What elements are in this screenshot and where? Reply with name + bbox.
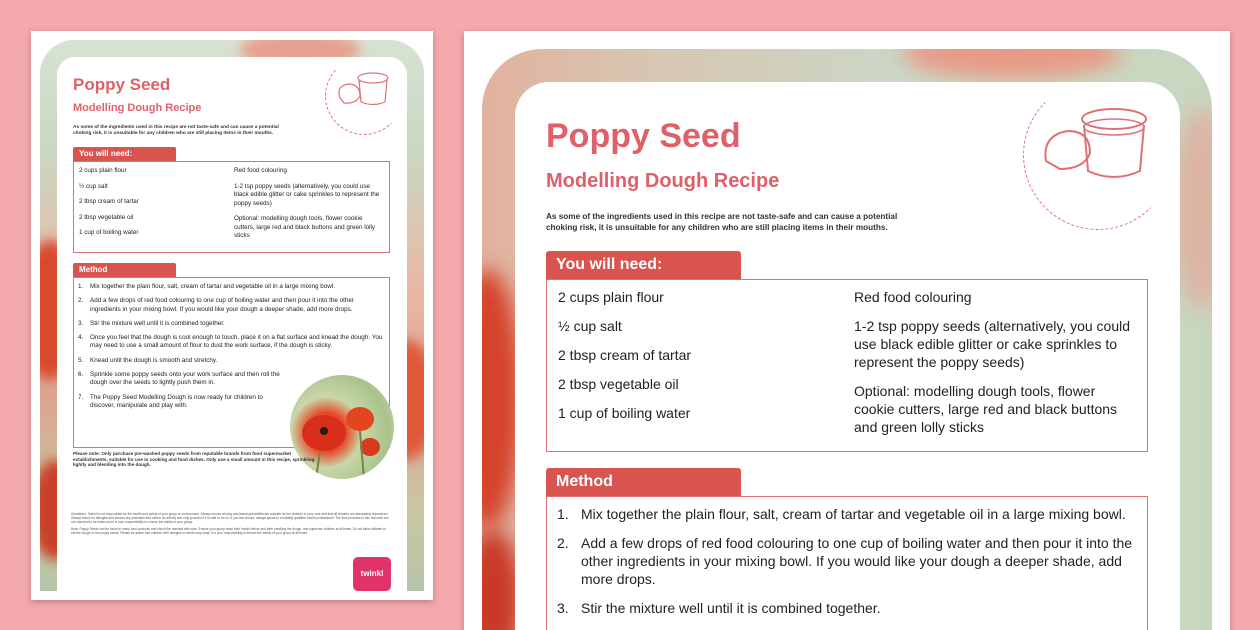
step-text: Sprinkle some poppy seeds onto your work surface and then roll the dough over the seeds to lightly push them in. — [90, 371, 280, 387]
dough-pot-icon — [1023, 80, 1173, 230]
method-heading: Method — [546, 468, 741, 496]
step-number: 2. — [557, 535, 569, 551]
step-number: 1. — [557, 506, 569, 522]
large-recipe-sheet — [464, 31, 1230, 630]
ingredients-right-list — [854, 288, 1139, 447]
list-item: 1-2 tsp poppy seeds (alternatively, you could use black edible glitter or cake sprinkles to represent the poppy seeds) — [234, 182, 380, 207]
seed-note: Please note: Only purchase pre-washed poppy seeds from reputable brands from food supermarket establishments, suitable for use in cooking and food dishes. Only use a small amount in this recipe, sprinkling lightly and blending into the dough. — [73, 451, 315, 468]
small-recipe-card — [57, 57, 407, 592]
page-title: Poppy Seed — [73, 75, 171, 94]
list-item: Red food colouring — [234, 167, 287, 174]
page-title: Poppy Seed — [546, 117, 741, 155]
list-item — [557, 534, 1137, 588]
needs-heading: You will need: — [73, 147, 176, 161]
ingredients-right-list — [234, 167, 384, 248]
step-text: Stir the mixture well until it is combined together. — [581, 600, 881, 616]
list-item — [78, 283, 383, 291]
step-number: 7. — [78, 393, 84, 401]
safety-warning: As some of the ingredients used in this recipe are not taste-safe and can cause a potential choking risk, it is unsuitable for any children who are still placing items in their mouths. — [73, 125, 279, 136]
step-number: 3. — [78, 319, 84, 327]
list-item — [78, 297, 383, 314]
list-item: 2 cups plain flour — [79, 167, 127, 174]
method-box — [546, 496, 1148, 630]
step-text: Knead until the dough is smooth and stretchy. — [90, 356, 218, 364]
disclaimer-text-2: Note: Poppy Seeds can be found in many food products and should be handled with care. Ensure your group wash their hands before and after handling the dough, and supervise children at all times. Do not allow children to eat the dough or the poppy seeds. Please be aware that children with allergies to seeds may react; it is your responsibility to ensure the safety of your group at all times. — [71, 527, 386, 535]
step-number: 2. — [78, 297, 84, 305]
step-text: Mix together the plain flour, salt, cream of tartar and vegetable oil in a large mixing bowl. — [90, 283, 336, 290]
needs-heading: You will need: — [546, 251, 741, 279]
ingredients-box — [73, 161, 390, 253]
ingredients-left-list — [558, 288, 838, 433]
list-item: 2 tbsp cream of tartar — [558, 347, 692, 363]
list-item: 1 cup of boiling water — [79, 229, 139, 236]
safety-warning: As some of the ingredients used in this recipe are not taste-safe and can cause a potential choking risk, it is unsuitable for any children who are still placing items in their mouths. — [546, 212, 898, 232]
twinkl-logo: twinkl — [353, 557, 391, 591]
list-item — [78, 320, 383, 328]
page-subtitle: Modelling Dough Recipe — [73, 102, 202, 114]
list-item: 2 tbsp vegetable oil — [79, 213, 134, 221]
step-text: Add a few drops of red food colouring to one cup of boiling water and then pour it into the other ingredients in your mixing bowl. If you would like your dough a deeper shade, add more drops. — [90, 297, 354, 313]
list-item: 2 tbsp vegetable oil — [558, 376, 679, 392]
step-number: 4. — [78, 334, 84, 342]
list-item: 2 tbsp cream of tartar — [79, 198, 139, 205]
list-item: Optional: modelling dough tools, flower cookie cutters, large red and black buttons and green lolly sticks — [854, 383, 1118, 435]
list-item — [557, 599, 1137, 617]
list-item: Optional: modelling dough tools, flower cookie cutters, large red and black buttons and green lolly sticks — [234, 215, 376, 239]
list-item — [78, 357, 383, 365]
list-item: ½ cup salt — [79, 182, 108, 190]
disclaimer-text: Disclaimer: Twinkl is not responsible for the health and safety of your group or environment. Always ensure all play and learning activities are suitable for the children in your care and that all children are adequately supervised. Always check for allergies and assess any potential risks before an activity and only proceed if it is safe to do so. If you are unsure, always speak to a suitably qualified health professional. The final products in this resource are not intended to be eaten and it is your responsibility to ensure the safety of your group. — [71, 512, 389, 524]
ingredients-box — [546, 279, 1148, 452]
ingredients-left-list — [79, 167, 219, 245]
step-number: 3. — [557, 600, 569, 616]
step-text: Mix together the plain flour, salt, cream of tartar and vegetable oil in a large mixing bowl. — [581, 506, 1126, 522]
step-number: 5. — [78, 356, 84, 364]
step-number: 6. — [78, 371, 84, 379]
step-text: Once you feel that the dough is cool enough to touch, place it on a flat surface and knead the dough. You may need to use a small amount of flour to dust the work surface, if the dough is sticky. — [90, 334, 383, 350]
large-recipe-card — [515, 82, 1180, 630]
list-item — [78, 334, 383, 351]
disclaimer — [71, 512, 389, 535]
list-item: 2 cups plain flour — [558, 289, 664, 305]
dough-pot-icon — [325, 57, 403, 135]
small-recipe-sheet — [31, 31, 433, 600]
list-item: 1-2 tsp poppy seeds (alternatively, you could use black edible glitter or cake sprinkles to represent the poppy seeds) — [854, 318, 1131, 370]
list-item: 1 cup of boiling water — [558, 405, 691, 421]
method-steps — [557, 505, 1137, 628]
page-subtitle: Modelling Dough Recipe — [546, 170, 780, 192]
list-item: ½ cup salt — [558, 318, 622, 334]
step-number: 1. — [78, 283, 84, 290]
list-item: Red food colouring — [854, 289, 972, 305]
step-text: Stir the mixture well until it is combined together. — [90, 319, 225, 327]
step-text: Add a few drops of red food colouring to one cup of boiling water and then pour it into the other ingredients in your mixing bowl. If you would like your dough a deeper shade, add more drops. — [581, 535, 1133, 587]
step-text: The Poppy Seed Modelling Dough is now ready for children to discover, manipulate and play with. — [90, 393, 263, 409]
method-heading: Method — [73, 263, 176, 277]
list-item — [557, 505, 1137, 523]
